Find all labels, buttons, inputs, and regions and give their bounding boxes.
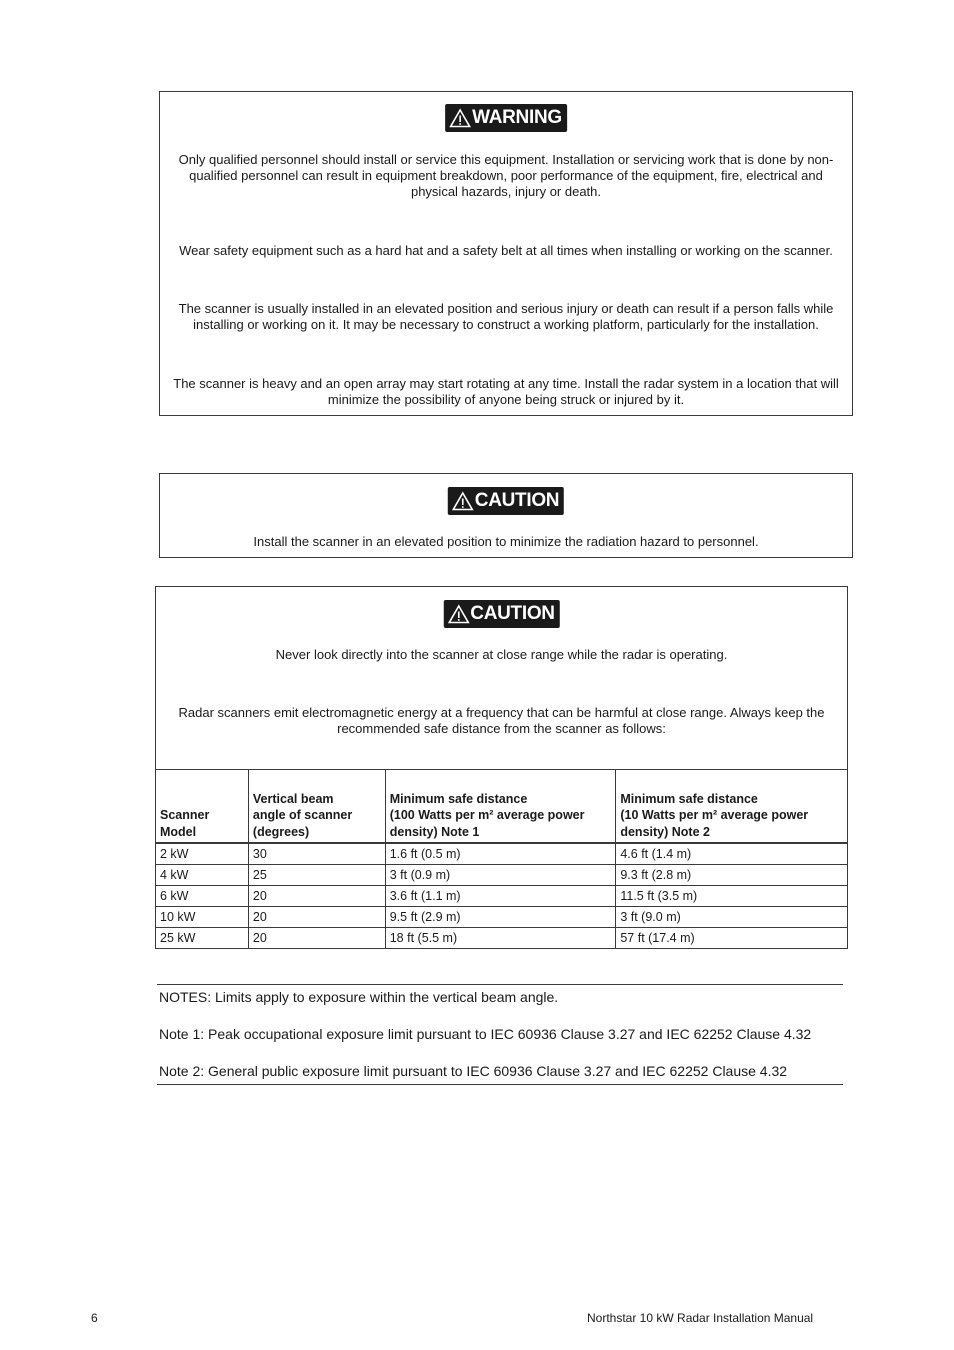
header-vertical-beam: Vertical beam angle of scanner (degrees) xyxy=(248,770,385,844)
page-number: 6 xyxy=(91,1311,98,1325)
table-row xyxy=(156,865,848,886)
cell-model: 2 kW xyxy=(156,843,249,865)
caution-badge-2 xyxy=(443,600,559,628)
caution-box-2 xyxy=(155,586,848,770)
cell-beam-angle: 25 xyxy=(248,865,385,886)
warning-triangle-icon xyxy=(449,108,471,128)
cell-distance-note-2: 4.6 ft (1.4 m) xyxy=(616,843,848,865)
cell-distance-note-2: 9.3 ft (2.8 m) xyxy=(616,865,848,886)
cell-beam-angle: 20 xyxy=(248,907,385,928)
caution-badge-2-label: CAUTION xyxy=(470,603,555,624)
table-row xyxy=(156,928,848,949)
caution-2-paragraph-2: Radar scanners emit electromagnetic energy at a frequency that can be harmful at close range. Always keep the recommended safe distance from the scanner as follows: xyxy=(178,705,825,736)
header-scanner-model: Scanner Model xyxy=(156,770,249,844)
notes-general: NOTES: Limits apply to exposure within the vertical beam angle. xyxy=(159,989,559,1005)
cell-model: 25 kW xyxy=(156,928,249,949)
cell-distance-note-1: 3.6 ft (1.1 m) xyxy=(385,886,616,907)
cell-distance-note-2: 11.5 ft (3.5 m) xyxy=(616,886,848,907)
notes-section xyxy=(157,984,843,1085)
header-min-safe-distance-note-1: Minimum safe distance (100 Watts per m² average power density) Note 1 xyxy=(385,770,616,844)
cell-distance-note-1: 1.6 ft (0.5 m) xyxy=(385,843,616,865)
warning-paragraph-1: Only qualified personnel should install or service this equipment. Installation or servicing work that is done by non-qualified personnel can result in equipment breakdown, poor performance of the equipment, fire, electrical and physical hazards, injury or death. xyxy=(178,152,834,199)
warning-triangle-icon xyxy=(447,604,469,624)
cell-distance-note-2: 57 ft (17.4 m) xyxy=(616,928,848,949)
caution-1-paragraph: Install the scanner in an elevated position to minimize the radiation hazard to personnel. xyxy=(253,534,759,549)
cell-beam-angle: 20 xyxy=(248,928,385,949)
note-1: Note 1: Peak occupational exposure limit pursuant to IEC 60936 Clause 3.27 and IEC 62252 Clause 4.32 xyxy=(159,1026,812,1042)
cell-distance-note-1: 18 ft (5.5 m) xyxy=(385,928,616,949)
safe-distance-table xyxy=(155,769,848,949)
cell-model: 4 kW xyxy=(156,865,249,886)
table-row xyxy=(156,843,848,865)
manual-title: Northstar 10 kW Radar Installation Manual xyxy=(587,1311,814,1325)
cell-distance-note-1: 9.5 ft (2.9 m) xyxy=(385,907,616,928)
cell-model: 10 kW xyxy=(156,907,249,928)
caution-badge-1-label: CAUTION xyxy=(474,490,560,511)
warning-triangle-icon xyxy=(452,491,474,511)
header-min-safe-distance-note-2: Minimum safe distance (10 Watts per m² average power density) Note 2 xyxy=(616,770,848,844)
table-header-row xyxy=(156,770,848,844)
note-2: Note 2: General public exposure limit pursuant to IEC 60936 Clause 3.27 and IEC 62252 Clause 4.32 xyxy=(159,1063,788,1079)
caution-2-paragraph-1: Never look directly into the scanner at close range while the radar is operating. xyxy=(275,647,728,662)
cell-beam-angle: 20 xyxy=(248,886,385,907)
caution-box-1 xyxy=(159,473,853,558)
cell-beam-angle: 30 xyxy=(248,843,385,865)
table-row xyxy=(156,886,848,907)
warning-badge-label: WARNING xyxy=(472,107,562,128)
warning-box xyxy=(159,91,853,416)
cell-distance-note-2: 3 ft (9.0 m) xyxy=(616,907,848,928)
caution-badge-1 xyxy=(448,487,564,515)
cell-distance-note-1: 3 ft (0.9 m) xyxy=(385,865,616,886)
warning-paragraph-4: The scanner is heavy and an open array may start rotating at any time. Install the radar system in a location that will minimize the possibility of anyone being struck or injured by it. xyxy=(173,376,839,407)
cell-model: 6 kW xyxy=(156,886,249,907)
warning-paragraph-2: Wear safety equipment such as a hard hat and a safety belt at all times when installing or working on the scanner. xyxy=(179,243,833,258)
table-row xyxy=(156,907,848,928)
warning-badge xyxy=(445,104,567,132)
warning-paragraph-3: The scanner is usually installed in an elevated position and serious injury or death can result if a person falls while installing or working on it. It may be necessary to construct a working platform, particularly for the installation. xyxy=(178,301,834,332)
